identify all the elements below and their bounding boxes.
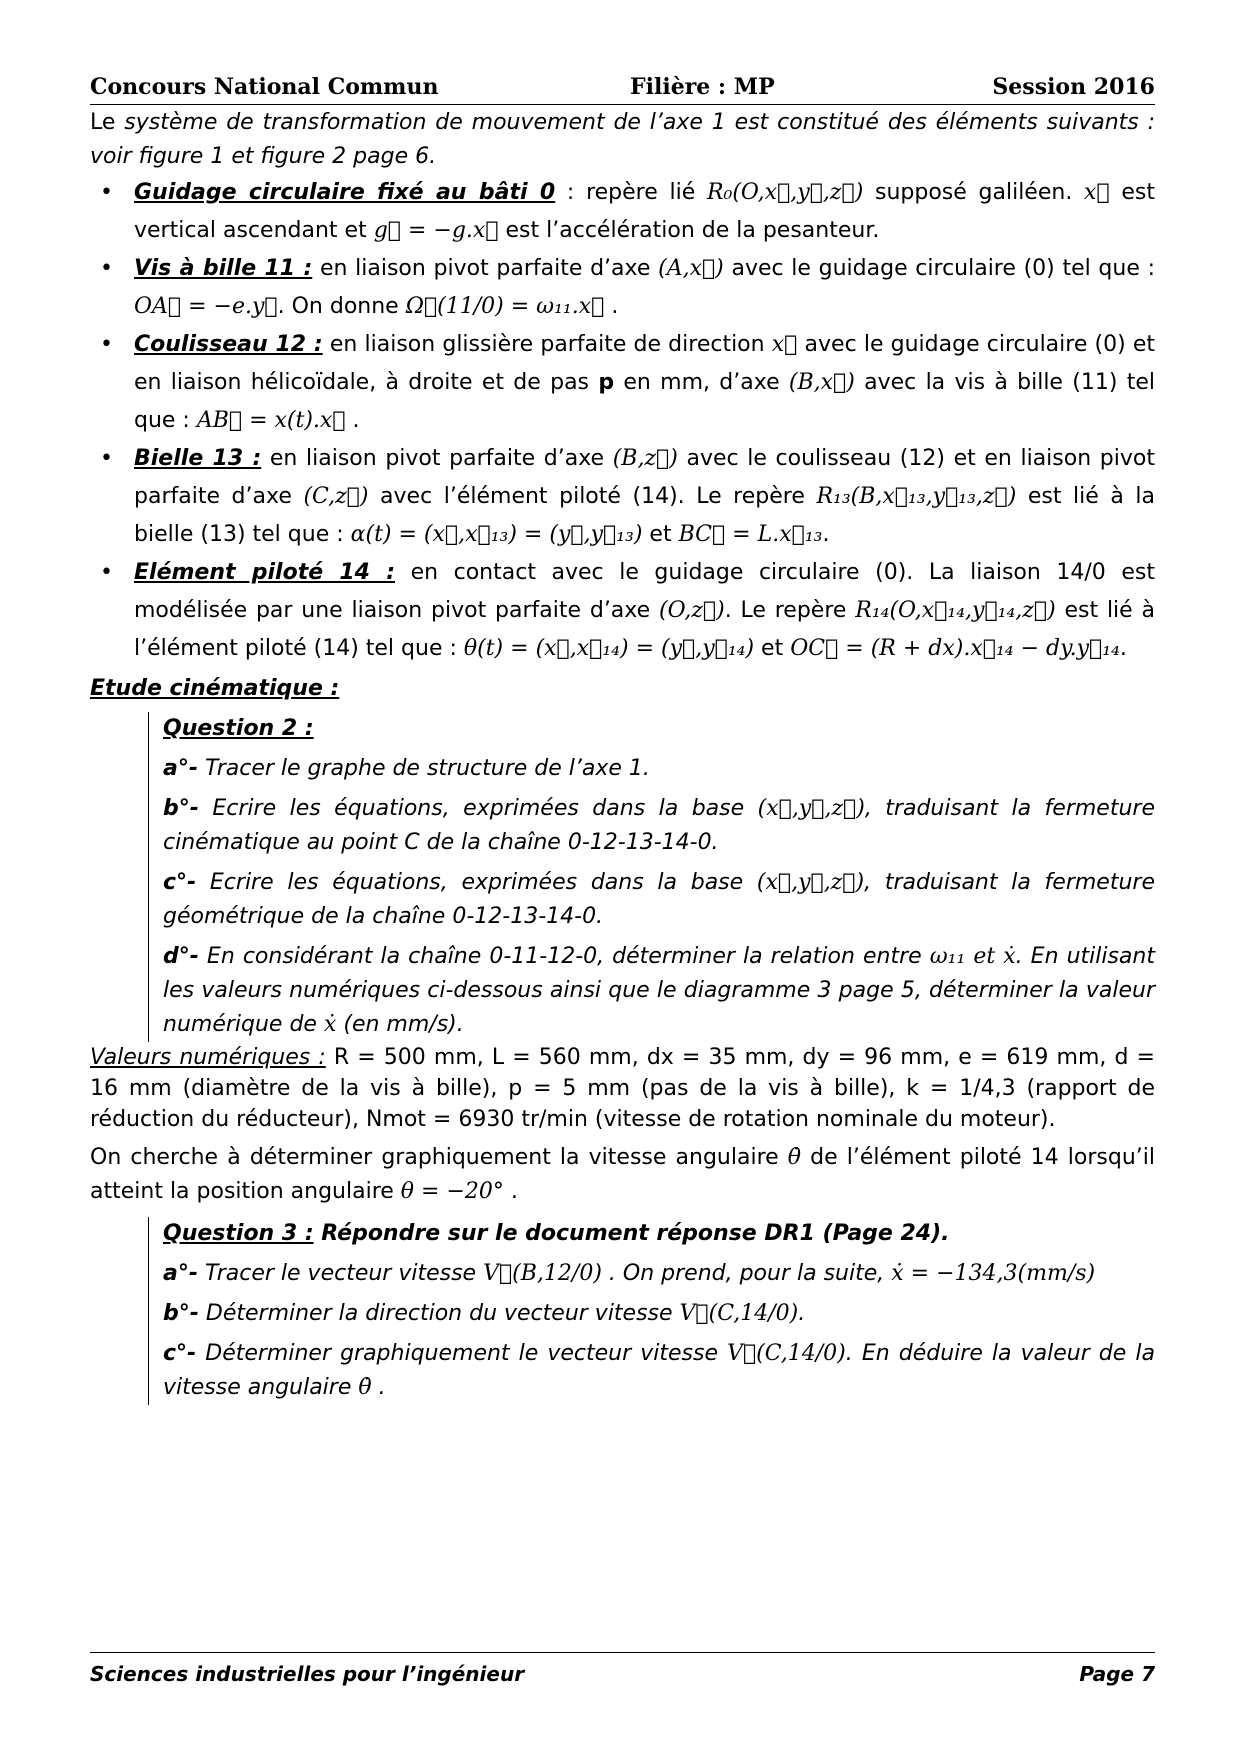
item-math: R₀(O,x⃗,y⃗,z⃗)	[706, 180, 864, 205]
q2b-math: (x⃗,y⃗,z⃗)	[757, 796, 865, 821]
component-list	[90, 174, 1155, 668]
item-text: est vertical ascendant et	[134, 180, 1156, 243]
q3a-label: a°-	[163, 1261, 198, 1286]
q3a-text: . On prend, pour la suite,	[601, 1261, 892, 1286]
q3a-text: Tracer le vecteur vitesse	[197, 1261, 484, 1286]
item-math: (A,x⃗)	[658, 256, 724, 281]
item-text: en mm, d’axe	[614, 370, 789, 395]
item-title: Vis à bille 11 :	[134, 256, 313, 281]
item-math: R₁₃(B,x⃗₁₃,y⃗₁₃,z⃗)	[816, 484, 1017, 509]
q3b-label: b°-	[163, 1301, 199, 1326]
item-math: BC⃗ = L.x⃗₁₃	[678, 522, 823, 547]
item-math: OC⃗ = (R + dx).x⃗₁₄ − dy.y⃗₁₄	[790, 636, 1120, 661]
para-math: θ = −20°	[400, 1179, 504, 1204]
para-text: de l’élément piloté 14 lorsqu’il atteint la position angulaire	[90, 1145, 1155, 1204]
para-text: On cherche à déterminer graphiquement la vitesse angulaire	[90, 1145, 788, 1170]
para-math: θ̇	[787, 1145, 802, 1170]
item-text: .	[345, 408, 360, 433]
question-2-block	[148, 712, 1155, 1042]
para-text: .	[503, 1179, 518, 1204]
item-text: est l’accélération de la pesanteur.	[498, 218, 880, 243]
item-text: avec le guidage circulaire (0) tel que :	[723, 256, 1155, 281]
item-text: supposé galiléen.	[863, 180, 1085, 205]
q2d-text: En considérant la chaîne 0-11-12-0, déterminer la relation entre	[198, 944, 930, 969]
header-contest: Concours National Commun	[90, 74, 439, 100]
section-title: Etude cinématique :	[90, 676, 340, 701]
question-2-title: Question 2 :	[163, 716, 314, 741]
item-math: θ(t) = (x⃗,x⃗₁₄) = (y⃗,y⃗₁₄)	[463, 636, 755, 661]
item-text: avec la vis à bille (11) tel que :	[134, 370, 1155, 433]
header-track: Filière : MP	[630, 74, 775, 100]
item-math: AB⃗ = x(t).x⃗	[196, 408, 346, 433]
item-text: en liaison pivot parfaite d’axe	[312, 256, 659, 281]
item-text: . On donne	[277, 294, 406, 319]
document-body	[90, 106, 1155, 1405]
q2c-text: Ecrire les équations, exprimées dans la base	[196, 870, 757, 895]
item-math: x⃗	[771, 332, 798, 357]
page-header	[90, 74, 1155, 104]
pitch-symbol: p	[598, 370, 615, 395]
list-item	[134, 250, 1155, 326]
item-math: x⃗	[1084, 180, 1110, 205]
item-text: en liaison glissière parfaite de direction	[322, 332, 772, 357]
item-math: (B,x⃗)	[788, 370, 855, 395]
item-title: Elément piloté 14 :	[134, 560, 396, 585]
q3a-math: V⃗(B,12/0)	[483, 1261, 602, 1286]
item-text: avec le coulisseau (12) et en liaison pivot parfaite d’axe	[134, 446, 1155, 509]
item-math: OA⃗ = −e.y⃗	[134, 294, 278, 319]
q3b-text: Déterminer la direction du vecteur vitesse	[198, 1301, 680, 1326]
q2d-math: ω₁₁ et ẋ	[929, 944, 1016, 969]
list-item	[134, 174, 1155, 250]
q2b-text: , traduisant la fermeture cinématique au point C de la chaîne 0-12-13-14-0.	[163, 796, 1155, 855]
footer-rule	[90, 1652, 1155, 1653]
question-3b	[163, 1297, 1155, 1331]
item-math: (C,z⃗)	[303, 484, 369, 509]
q3a-math: ẋ = −134,3(mm/s)	[891, 1261, 1096, 1286]
q3b-text: .	[798, 1301, 806, 1326]
q3b-math: V⃗(C,14/0)	[679, 1301, 799, 1326]
q3c-text: .	[371, 1375, 386, 1400]
question-3c	[163, 1337, 1155, 1405]
item-text: est lié à l’élément piloté (14) tel que :	[134, 598, 1156, 661]
values-label: Valeurs numériques :	[90, 1045, 326, 1070]
item-math: (B,z⃗)	[612, 446, 678, 471]
item-math: α(t) = (x⃗,x⃗₁₃) = (y⃗,y⃗₁₃)	[350, 522, 643, 547]
item-text: avec l’élément piloté (14). Le repère	[368, 484, 817, 509]
item-title: Guidage circulaire fixé au bâti 0	[134, 180, 556, 205]
q3c-text: Déterminer graphiquement le vecteur vitesse	[196, 1341, 728, 1366]
q3c-math: V⃗(C,14/0)	[727, 1341, 846, 1366]
item-text: avec le guidage circulaire (0) et en liaison hélicoïdale, à droite et de pas	[134, 332, 1156, 395]
q3c-math: θ̇	[358, 1375, 372, 1400]
q2c-math: (x⃗,y⃗,z⃗)	[756, 870, 865, 895]
question-2b	[163, 792, 1155, 860]
intro-paragraph	[90, 106, 1155, 174]
list-item	[134, 554, 1155, 668]
q2d-math: ẋ	[323, 1012, 337, 1037]
item-text: .	[1119, 636, 1127, 661]
question-3-title-rest: Répondre sur le document réponse DR1 (Page 24).	[313, 1221, 950, 1246]
q2b-text: Ecrire les équations, exprimées dans la base	[198, 796, 758, 821]
q2d-label: d°-	[163, 944, 199, 969]
list-item	[134, 440, 1155, 554]
item-title: Coulisseau 12 :	[134, 332, 323, 357]
intro-le: Le	[90, 110, 125, 135]
header-session: Session 2016	[992, 74, 1155, 100]
question-3-block	[148, 1217, 1155, 1405]
footer-subject: Sciences industrielles pour l’ingénieur	[90, 1662, 525, 1686]
item-text: en liaison pivot parfaite d’axe	[261, 446, 613, 471]
item-text: .	[822, 522, 830, 547]
footer-page-number: Page 7	[1079, 1662, 1155, 1686]
item-text: et	[754, 636, 791, 661]
list-item	[134, 326, 1155, 440]
question-2d	[163, 940, 1155, 1042]
values-text: R = 500 mm, L = 560 mm, dx = 35 mm, dy = 96 mm, e = 619 mm, d = 16 mm (diamètre de la vis à bille), p = 5 mm (pas de la vis à bille), k = 1/4,3 (rapport de réduction du réducteur), Nmot = 6930 tr/min (vitesse de rotation nominale du moteur).	[90, 1045, 1155, 1132]
objective-paragraph	[90, 1141, 1155, 1209]
q2d-text: . En utilisant les valeurs numériques ci-dessous ainsi que le diagramme 3 page 5, déterminer la valeur numérique de	[163, 944, 1155, 1037]
item-math: R₁₄(O,x⃗₁₄,y⃗₁₄,z⃗)	[855, 598, 1056, 623]
question-3-title: Question 3 :	[163, 1221, 314, 1246]
q2a-text: Tracer le graphe de structure de l’axe 1.	[197, 756, 650, 781]
q2c-label: c°-	[163, 870, 197, 895]
question-3a	[163, 1257, 1155, 1291]
header-rule	[90, 104, 1155, 105]
q2b-label: b°-	[163, 796, 199, 821]
q2c-text: , traduisant la fermeture géométrique de la chaîne 0-12-13-14-0.	[163, 870, 1155, 929]
q3c-text: . En déduire la valeur de la vitesse angulaire	[163, 1341, 1155, 1400]
question-2c	[163, 866, 1155, 934]
item-math: Ω⃗(11/0) = ω₁₁.x⃗	[405, 294, 605, 319]
question-2a	[163, 752, 1155, 786]
item-text: en contact avec le guidage circulaire (0). La liaison 14/0 est modélisée par une liaison pivot parfaite d’axe	[134, 560, 1155, 623]
item-text: .	[604, 294, 619, 319]
question-3-title-line	[163, 1217, 1155, 1251]
item-math: g⃗ = −g.x⃗	[373, 218, 499, 243]
item-math: (O,z⃗)	[659, 598, 725, 623]
item-text: : repère lié	[555, 180, 707, 205]
q3c-label: c°-	[163, 1341, 197, 1366]
item-text: et	[642, 522, 679, 547]
intro-text: système de transformation de mouvement de l’axe 1 est constitué des éléments suivants : voir figure 1 et figure 2 page 6.	[90, 110, 1156, 169]
item-text: . Le repère	[724, 598, 856, 623]
item-title: Bielle 13 :	[134, 446, 262, 471]
q2a-label: a°-	[163, 756, 198, 781]
numeric-values	[90, 1042, 1155, 1135]
q2d-text: (en mm/s).	[336, 1012, 464, 1037]
item-text: est lié à la bielle (13) tel que :	[134, 484, 1156, 547]
